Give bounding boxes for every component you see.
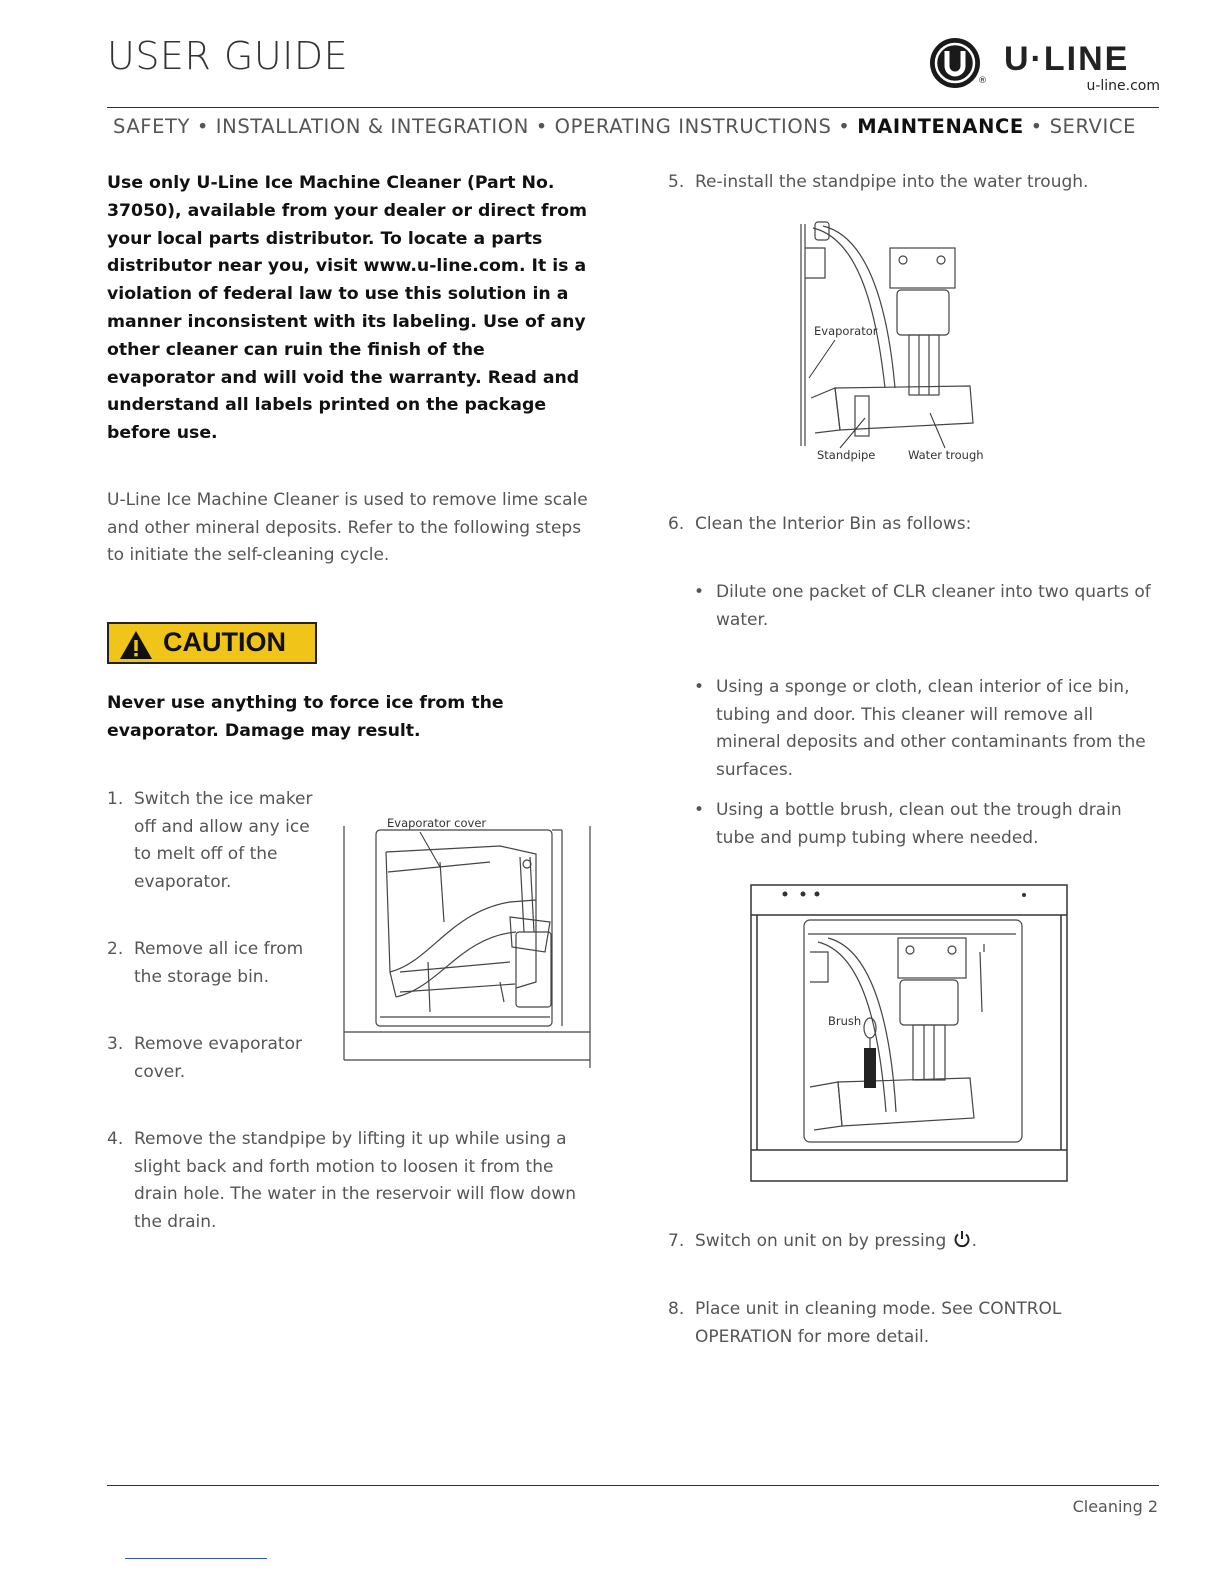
- standpipe-label: Standpipe: [817, 448, 876, 462]
- caution-badge: [107, 622, 317, 664]
- step-number: 6.: [668, 514, 685, 534]
- bullet-item: [694, 797, 1158, 852]
- step-number: 8.: [668, 1299, 685, 1319]
- registered-mark: ®: [978, 76, 987, 86]
- water-trough-label: Water trough: [908, 448, 984, 462]
- footer-divider: [107, 1485, 1159, 1486]
- step-text: Remove all ice from the storage bin.: [134, 939, 304, 987]
- footer-page-label: Cleaning 2: [1072, 1497, 1158, 1516]
- step-text: Place unit in cleaning mode. See CONTROL OPERATION for more detail.: [695, 1299, 1062, 1347]
- step-5: [668, 169, 1158, 197]
- step-number: 2.: [107, 939, 124, 959]
- nav-item-operating: OPERATING INSTRUCTIONS: [554, 115, 832, 138]
- step-number: 3.: [107, 1034, 124, 1054]
- page-title: USER GUIDE: [107, 34, 349, 78]
- nav-separator: •: [535, 115, 548, 138]
- cleaner-warning: Use only U-Line Ice Machine Cleaner (Part No. 37050), available from your dealer or direct from your local parts distributor. To locate a parts distributor near you, visit www.u-line.com. It is a violation of federal law to use this solution in a manner inconsistent with its labeling. Use of any other cleaner can ruin the finish of the evaporator and will void the warranty. Read and understand all labels printed on the package before use.: [107, 173, 587, 444]
- brush-figure: [748, 882, 1070, 1184]
- nav-item-maintenance: MAINTENANCE: [857, 115, 1024, 138]
- step-7: [668, 1228, 1158, 1256]
- step-text: Switch the ice maker off and allow any ice to melt off of the evaporator.: [134, 789, 313, 892]
- step-1: [107, 786, 322, 896]
- brand-url[interactable]: u-line.com: [1086, 78, 1160, 94]
- power-icon: [952, 1229, 972, 1249]
- step-number: 7.: [668, 1231, 685, 1251]
- bullet-dot: •: [694, 677, 705, 697]
- step-6: [668, 511, 1158, 539]
- step-2: [107, 936, 322, 991]
- warning-triangle-icon: [119, 630, 153, 660]
- step-text: Re-install the standpipe into the water trough.: [695, 172, 1089, 192]
- step-text: [695, 1228, 1158, 1256]
- step-7-period: .: [971, 1231, 978, 1251]
- cleaner-intro: U-Line Ice Machine Cleaner is used to remove lime scale and other mineral deposits. Refer to the following steps to initiate the self-cleaning cycle.: [107, 490, 588, 565]
- nav-separator: •: [1030, 115, 1043, 138]
- bullet-dot: •: [694, 582, 705, 602]
- bullet-dot: •: [694, 800, 705, 820]
- step-text: Remove the standpipe by lifting it up while using a slight back and forth motion to loosen it from the drain hole. The water in the reservoir will flow down the drain.: [134, 1129, 577, 1232]
- step-number: 5.: [668, 172, 685, 192]
- step-text: Remove evaporator cover.: [134, 1034, 302, 1082]
- evaporator-cover-figure: [340, 812, 595, 1070]
- brand-logo: [928, 36, 1160, 96]
- brand-name: U·LINE: [1004, 40, 1130, 78]
- nav-item-safety: SAFETY: [113, 115, 191, 138]
- step-4: [107, 1126, 599, 1236]
- step-number: 1.: [107, 789, 124, 809]
- evaporator-label: Evaporator: [814, 324, 878, 338]
- step-8: [668, 1296, 1158, 1351]
- bullet-text: Dilute one packet of CLR cleaner into two quarts of water.: [716, 582, 1151, 630]
- step-text: Clean the Interior Bin as follows:: [695, 514, 972, 534]
- u-line-logo-icon: [928, 36, 984, 92]
- brush-label: Brush: [828, 1014, 862, 1028]
- bullet-item: [694, 674, 1158, 784]
- step-7-text: Switch on unit on by pressing: [695, 1231, 947, 1251]
- nav-item-service: SERVICE: [1049, 115, 1136, 138]
- bullet-text: Using a bottle brush, clean out the trough drain tube and pump tubing where needed.: [716, 800, 1122, 848]
- header-divider: [107, 107, 1159, 108]
- caution-text: Never use anything to force ice from the evaporator. Damage may result.: [107, 693, 504, 741]
- nav-item-installation: INSTALLATION & INTEGRATION: [215, 115, 529, 138]
- footer-link-underline: [125, 1558, 267, 1559]
- evaporator-cover-label: Evaporator cover: [387, 816, 487, 830]
- step-3: [107, 1031, 322, 1086]
- bullet-text: Using a sponge or cloth, clean interior of ice bin, tubing and door. This cleaner will remove all mineral deposits and other contaminants from the surfaces.: [716, 677, 1146, 780]
- section-nav: [113, 115, 1136, 138]
- step-number: 4.: [107, 1129, 124, 1149]
- bullet-item: [694, 579, 1158, 634]
- standpipe-figure: [795, 218, 990, 468]
- nav-separator: •: [196, 115, 209, 138]
- caution-label: CAUTION: [163, 627, 286, 657]
- nav-separator: •: [838, 115, 851, 138]
